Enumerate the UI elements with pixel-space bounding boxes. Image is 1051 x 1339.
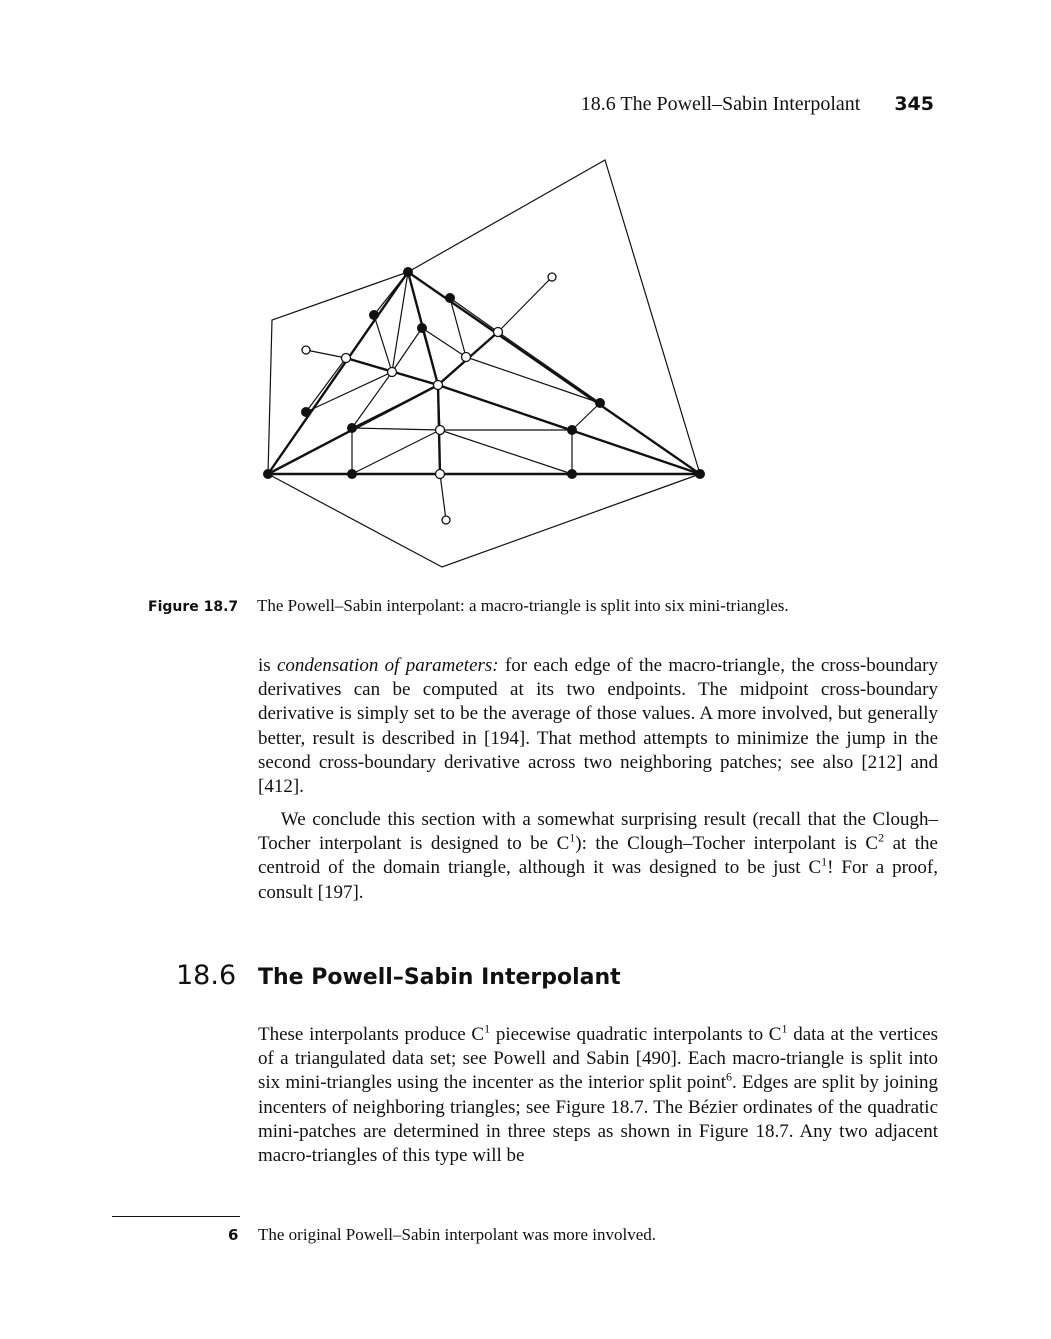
connector-right (498, 277, 552, 332)
figure-caption-text: The Powell–Sabin interpolant: a macro-triangle is split into six mini-triangles. (257, 596, 789, 615)
p2-sup-c: 1 (821, 855, 828, 870)
p2-d: ! For a proof, consult [197]. (258, 857, 938, 903)
footnote-rule (112, 1216, 240, 1217)
paragraph-powell-sabin (258, 1023, 938, 1168)
p3-d: . Edges are split by joining incenters of neighboring triangles; see Figure 18.7. The Bézier ordinates of the quadratic mini-patches are determined in three steps as shown in Figure 18.7. Any two adjacent macro-triangles of this type will be (258, 1072, 938, 1167)
powell-sabin-figure (260, 155, 720, 575)
neighbor-triangle-bottom (268, 474, 700, 567)
section-title: The Powell–Sabin Interpolant (258, 965, 621, 990)
macro-triangle (268, 272, 700, 474)
neighbor-triangle-right (408, 160, 700, 474)
running-head (0, 92, 934, 116)
p3-a: These interpolants produce C (258, 1024, 485, 1045)
page-number: 345 (894, 93, 934, 115)
connector-bottom (440, 474, 446, 520)
p3-c: data at the vertices of a triangulated data set; see Powell and Sabin [490]. Each macro-triangle is split into six mini-triangles using the incenter as the interior split point (258, 1024, 939, 1094)
p3-sup-a: 1 (484, 1021, 491, 1036)
p2-a: We conclude this section with a somewhat surprising result (recall that the Clough–Tocher interpolant is designed to be C (258, 809, 938, 855)
figure-label: Figure 18.7 (148, 599, 239, 615)
p3-sup-b: 1 (781, 1021, 788, 1036)
p2-sup-a: 1 (569, 830, 576, 845)
paragraph-conclusion (258, 808, 938, 905)
footnote (228, 1224, 656, 1246)
p3-b: piecewise quadratic interpolants to C (490, 1024, 782, 1045)
connector-left (306, 350, 346, 358)
running-title: 18.6 The Powell–Sabin Interpolant (580, 93, 861, 115)
p1-pre: is (258, 655, 277, 676)
figure-caption (148, 595, 948, 618)
p2-b: ): the Clough–Tocher interpolant is C (575, 833, 879, 855)
paragraph-condensation (258, 654, 938, 799)
p1-post: for each edge of the macro-triangle, the cross-boundary derivatives can be computed at its two endpoints. The midpoint cross-boundary derivative is simply set to be the average of those values. A more involved, but generally better, result is described in [194]. That method attempts to minimize the jump in the second cross-boundary derivative across two neighboring patches; see also [212] and [412]. (258, 655, 938, 798)
section-heading (176, 960, 621, 991)
footnote-number: 6 (228, 1226, 239, 1244)
footnote-text: The original Powell–Sabin interpolant was more involved. (258, 1225, 657, 1244)
p3-footnote-ref: 6 (725, 1070, 732, 1085)
section-number: 18.6 (176, 960, 237, 991)
p2-c: at the centroid of the domain triangle, although it was designed to be just C (258, 833, 938, 879)
p2-sup-b: 2 (878, 830, 885, 845)
p1-emphasis: condensation of parameters: (277, 655, 499, 676)
